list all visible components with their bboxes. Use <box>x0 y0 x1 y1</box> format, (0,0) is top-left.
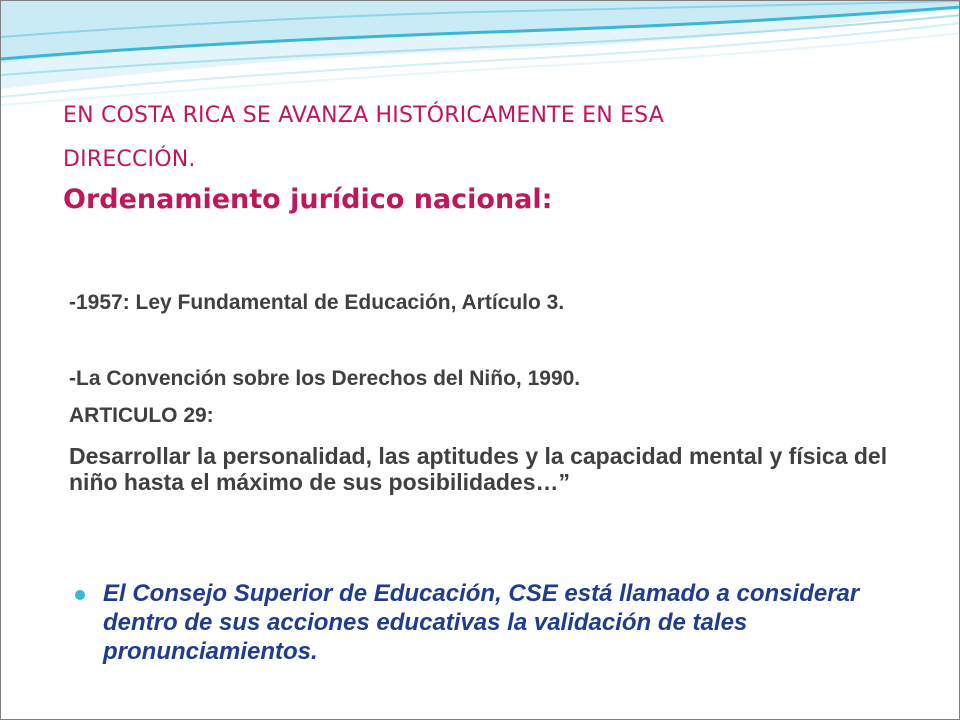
bullet-dot-icon <box>75 590 85 600</box>
convention-item: -La Convención sobre los Derechos del Niño, 1990. <box>69 367 581 390</box>
title-block <box>63 94 923 215</box>
article-29-heading: ARTICULO 29: <box>69 404 214 427</box>
law-1957-item: -1957: Ley Fundamental de Educación, Artículo 3. <box>69 291 565 314</box>
bullet-text: El Consejo Superior de Educación, CSE está llamado a considerar dentro de sus acciones educativas la validación de tales pronunciamientos. <box>103 580 860 665</box>
article-29-text: Desarrollar la personalidad, las aptitudes y la capacidad mental y física del niño hasta el máximo de sus posibilidades…” <box>69 443 888 495</box>
bullet-item <box>75 579 935 666</box>
slide-subtitle: Ordenamiento jurídico nacional: <box>63 184 553 215</box>
slide-title-line-1: EN COSTA RICA SE AVANZA HISTÓRICAMENTE EN ESA <box>63 103 664 128</box>
slide-title-line-2: DIRECCIÓN. <box>63 147 196 172</box>
